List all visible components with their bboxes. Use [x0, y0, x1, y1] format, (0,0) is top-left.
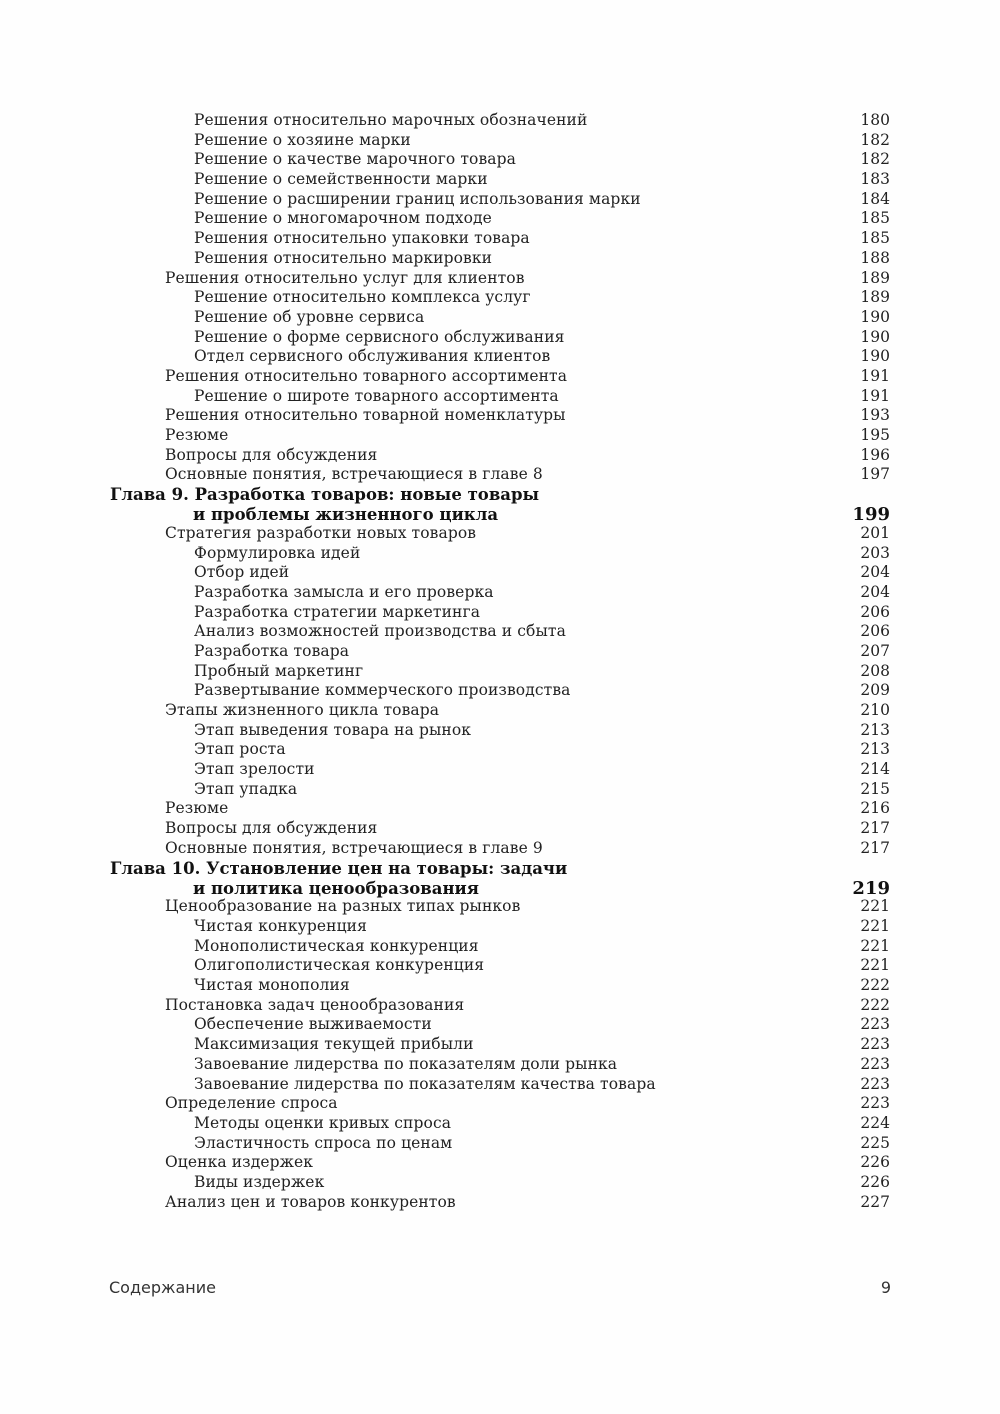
toc-section-chapter8-continued	[110, 111, 890, 485]
toc-entry-page: 184	[860, 189, 890, 208]
toc-entry-page: 208	[860, 661, 890, 680]
toc-entry-page: 191	[860, 366, 890, 385]
toc-entry[interactable]	[110, 131, 890, 151]
toc-entry-title: Эластичность спроса по ценам	[194, 1133, 453, 1152]
toc-entry[interactable]	[110, 937, 890, 957]
toc-entry[interactable]	[110, 1193, 890, 1213]
toc-entry-page: 185	[860, 209, 890, 228]
toc-entry-page: 190	[860, 327, 890, 346]
toc-entry-title: Решение о семейственности марки	[194, 170, 488, 189]
toc-entry-title: Олигополистическая конкуренция	[194, 956, 485, 975]
toc-entry[interactable]	[110, 799, 890, 819]
toc-entry-title: Решение о многомарочном подходе	[194, 209, 492, 228]
toc-entry-page: 226	[860, 1172, 890, 1191]
toc-entry-page: 201	[860, 523, 890, 542]
toc-entry-page: 209	[860, 681, 890, 700]
toc-entry-page: 223	[860, 1054, 890, 1073]
toc-entry[interactable]	[110, 387, 890, 407]
toc-entry[interactable]	[110, 209, 890, 229]
toc-entry[interactable]	[110, 308, 890, 328]
toc-entry-title: Вопросы для обсуждения	[165, 819, 378, 838]
toc-entry-page: 185	[860, 229, 890, 248]
table-of-contents	[110, 111, 890, 1212]
toc-entry-page: 206	[860, 622, 890, 641]
toc-entry[interactable]	[110, 897, 890, 917]
toc-entry-page: 195	[860, 426, 890, 444]
toc-entry-title: Решение о качестве марочного товара	[194, 150, 517, 169]
toc-entry[interactable]	[110, 406, 890, 426]
toc-entry[interactable]	[110, 170, 890, 190]
toc-entry-title: Решение о расширении границ использования марки	[194, 189, 641, 208]
toc-entry-page: 221	[860, 956, 890, 975]
toc-entry-page: 213	[860, 720, 890, 739]
toc-entry[interactable]	[110, 1075, 890, 1095]
toc-section-chapter10	[110, 897, 890, 1212]
toc-entry[interactable]	[110, 1055, 890, 1075]
page-footer	[109, 1278, 891, 1302]
toc-entry-title: Стратегия разработки новых товаров	[165, 523, 477, 542]
toc-entry[interactable]	[110, 524, 890, 544]
toc-entry-title: Основные понятия, встречающиеся в главе 8	[165, 465, 543, 484]
toc-entry[interactable]	[110, 721, 890, 741]
toc-entry-page: 183	[860, 170, 890, 189]
chapter-title-line2: и политика ценообразования	[193, 878, 479, 898]
toc-entry-page: 204	[860, 563, 890, 582]
toc-entry[interactable]	[110, 426, 890, 446]
toc-entry-page: 215	[860, 779, 890, 798]
toc-entry-page: 223	[860, 1074, 890, 1093]
toc-entry[interactable]	[110, 1134, 890, 1154]
toc-entry[interactable]	[110, 190, 890, 210]
toc-entry-page: 204	[860, 582, 890, 601]
toc-entry-page: 222	[860, 995, 890, 1014]
toc-entry-title: Резюме	[165, 426, 229, 444]
toc-entry[interactable]	[110, 347, 890, 367]
toc-entry-title: Решение относительно комплекса услуг	[194, 288, 531, 307]
toc-entry-page: 182	[860, 130, 890, 149]
toc-entry-page: 214	[860, 760, 890, 779]
toc-entry-page: 222	[860, 976, 890, 995]
toc-entry-title: Основные понятия, встречающиеся в главе 9	[165, 838, 543, 857]
toc-entry[interactable]	[110, 544, 890, 564]
toc-entry-title: Чистая монополия	[194, 976, 350, 995]
toc-entry-title: Анализ цен и товаров конкурентов	[165, 1192, 456, 1211]
toc-entry[interactable]	[110, 917, 890, 937]
toc-entry-title: Оценка издержек	[165, 1153, 314, 1172]
toc-entry-page: 225	[860, 1133, 890, 1152]
toc-entry[interactable]	[110, 642, 890, 662]
chapter-title-line2: и проблемы жизненного цикла	[193, 505, 499, 525]
toc-entry[interactable]	[110, 446, 890, 466]
toc-entry-page: 190	[860, 307, 890, 326]
toc-entry-page: 216	[860, 799, 890, 818]
toc-entry-title: Формулировка идей	[194, 543, 361, 562]
toc-entry-page: 189	[860, 288, 890, 307]
toc-entry-title: Разработка стратегии маркетинга	[194, 602, 481, 621]
toc-entry-page: 190	[860, 347, 890, 366]
toc-entry-page: 224	[860, 1113, 890, 1132]
toc-entry-page: 226	[860, 1153, 890, 1172]
toc-entry[interactable]	[110, 249, 890, 269]
toc-entry-title: Решение о широте товарного ассортимента	[194, 386, 559, 405]
toc-entry[interactable]	[110, 367, 890, 387]
toc-entry-page: 223	[860, 1035, 890, 1054]
toc-entry[interactable]	[110, 288, 890, 308]
chapter-heading-10[interactable]	[110, 859, 890, 898]
toc-entry-title: Чистая конкуренция	[194, 917, 367, 936]
toc-entry-title: Постановка задач ценообразования	[165, 995, 465, 1014]
toc-entry[interactable]	[110, 1153, 890, 1173]
toc-entry-title: Этап выведения товара на рынок	[194, 720, 472, 739]
toc-entry-page: 196	[860, 445, 890, 464]
toc-entry-title: Монополистическая конкуренция	[194, 936, 479, 955]
toc-entry-title: Ценообразование на разных типах рынков	[165, 897, 521, 916]
toc-entry-title: Решение об уровне сервиса	[194, 307, 425, 326]
toc-entry-title: Решения относительно товарной номенклатуры	[165, 406, 566, 425]
toc-entry-title: Завоевание лидерства по показателям качества товара	[194, 1074, 656, 1093]
toc-entry-title: Резюме	[165, 799, 229, 818]
toc-entry[interactable]	[110, 780, 890, 800]
toc-entry-page: 221	[860, 897, 890, 916]
toc-entry[interactable]	[110, 229, 890, 249]
toc-entry-page: 223	[860, 1015, 890, 1034]
toc-entry-page: 188	[860, 248, 890, 267]
toc-entry-page: 182	[860, 150, 890, 169]
toc-entry[interactable]	[110, 1094, 890, 1114]
chapter-page-number: 219	[852, 877, 890, 899]
toc-entry-title: Решение о хозяине марки	[194, 130, 411, 149]
toc-entry-title: Решения относительно маркировки	[194, 248, 493, 267]
toc-entry-title: Пробный маркетинг	[194, 661, 364, 680]
toc-entry-page: 193	[860, 406, 890, 425]
toc-entry-title: Решения относительно товарного ассортимента	[165, 366, 568, 385]
toc-entry-page: 180	[860, 111, 890, 129]
toc-entry[interactable]	[110, 1173, 890, 1193]
toc-entry[interactable]	[110, 1015, 890, 1035]
toc-entry[interactable]	[110, 150, 890, 170]
toc-entry-title: Этап роста	[194, 740, 286, 759]
toc-entry[interactable]	[110, 1114, 890, 1134]
toc-entry-page: 191	[860, 386, 890, 405]
chapter-heading-9[interactable]	[110, 485, 890, 524]
toc-entry-title: Максимизация текущей прибыли	[194, 1035, 474, 1054]
toc-entry[interactable]	[110, 1035, 890, 1055]
toc-entry-title: Этапы жизненного цикла товара	[165, 701, 440, 720]
toc-entry-title: Решение о форме сервисного обслуживания	[194, 327, 565, 346]
toc-entry[interactable]	[110, 701, 890, 721]
toc-entry[interactable]	[110, 328, 890, 348]
toc-entry-page: 217	[860, 819, 890, 838]
chapter-page-number: 199	[852, 504, 890, 526]
toc-entry-title: Этап зрелости	[194, 760, 315, 779]
toc-entry[interactable]	[110, 603, 890, 623]
running-footer-title: Содержание	[109, 1278, 216, 1297]
toc-entry-title: Разработка замысла и его проверка	[194, 582, 494, 601]
toc-section-chapter9	[110, 524, 890, 859]
toc-entry[interactable]	[110, 760, 890, 780]
toc-entry[interactable]	[110, 111, 890, 131]
toc-entry[interactable]	[110, 996, 890, 1016]
toc-entry[interactable]	[110, 622, 890, 642]
toc-entry-title: Обеспечение выживаемости	[194, 1015, 432, 1034]
chapter-title-line1: Глава 9. Разработка товаров: новые товары	[110, 485, 540, 505]
toc-entry[interactable]	[110, 465, 890, 485]
toc-entry-page: 213	[860, 740, 890, 759]
toc-entry[interactable]	[110, 740, 890, 760]
toc-entry-page: 206	[860, 602, 890, 621]
toc-entry[interactable]	[110, 269, 890, 289]
toc-entry-page: 189	[860, 268, 890, 287]
toc-entry-page: 210	[860, 701, 890, 720]
toc-entry-page: 223	[860, 1094, 890, 1113]
toc-entry[interactable]	[110, 839, 890, 859]
toc-entry-title: Виды издержек	[194, 1172, 325, 1191]
toc-entry-title: Решения относительно упаковки товара	[194, 229, 530, 248]
toc-entry[interactable]	[110, 976, 890, 996]
chapter-title-line1: Глава 10. Установление цен на товары: задачи	[110, 858, 568, 878]
toc-entry-page: 227	[860, 1192, 890, 1211]
toc-entry-title: Методы оценки кривых спроса	[194, 1113, 452, 1132]
toc-entry-title: Отбор идей	[194, 563, 290, 582]
toc-entry-title: Анализ возможностей производства и сбыта	[194, 622, 566, 641]
toc-entry[interactable]	[110, 563, 890, 583]
toc-entry-page: 221	[860, 936, 890, 955]
toc-entry-title: Завоевание лидерства по показателям доли рынка	[194, 1054, 618, 1073]
toc-entry[interactable]	[110, 819, 890, 839]
toc-entry-page: 197	[860, 465, 890, 484]
page-number: 9	[880, 1278, 891, 1297]
toc-entry-page: 217	[860, 838, 890, 857]
toc-entry-title: Отдел сервисного обслуживания клиентов	[194, 347, 551, 366]
toc-entry-title: Решения относительно марочных обозначений	[194, 111, 588, 129]
toc-entry-page: 207	[860, 641, 890, 660]
toc-entry[interactable]	[110, 662, 890, 682]
toc-entry-title: Решения относительно услуг для клиентов	[165, 268, 525, 287]
toc-entry[interactable]	[110, 583, 890, 603]
toc-entry-page: 221	[860, 917, 890, 936]
toc-entry-page: 203	[860, 543, 890, 562]
toc-entry[interactable]	[110, 956, 890, 976]
toc-entry-title: Вопросы для обсуждения	[165, 445, 378, 464]
toc-entry-title: Разработка товара	[194, 641, 350, 660]
toc-entry-title: Развертывание коммерческого производства	[194, 681, 571, 700]
toc-entry-title: Этап упадка	[194, 779, 298, 798]
toc-entry-title: Определение спроса	[165, 1094, 338, 1113]
toc-entry[interactable]	[110, 681, 890, 701]
